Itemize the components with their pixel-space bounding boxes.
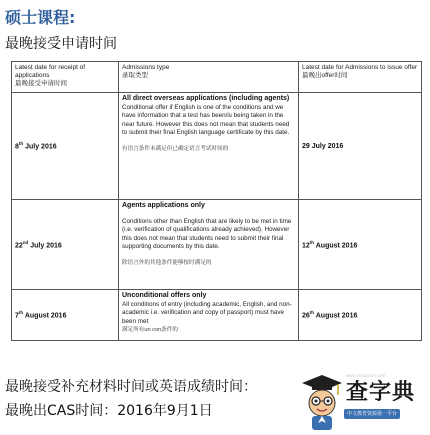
admission-type-body: Conditions other than English that are likely to be met in time (i.e. verification of qualifications already achieved). However this does not mean that students need to submit their final supporting documents by this date. (122, 217, 292, 250)
header-cell-type (119, 62, 299, 93)
mascot-graduate-icon (300, 373, 344, 431)
page-heading: 硕士课程: (5, 8, 76, 27)
header-zh: 录取类型 (122, 72, 148, 79)
header-en: Latest date for receipt of applications (15, 64, 86, 79)
offer-date-cell (299, 200, 422, 290)
date-day: 26 (302, 312, 310, 320)
header-en: Admissions type (122, 64, 170, 71)
admissions-table (11, 61, 422, 341)
receipt-date-cell (12, 290, 119, 341)
header-en: Latest date for Admissions to issue offer (302, 64, 418, 71)
offer-date-cell (299, 93, 422, 200)
header-cell-receipt (12, 62, 119, 93)
table-row (12, 200, 422, 290)
admission-type-title: All direct overseas applications (including agents) (122, 95, 290, 102)
admission-type-body: All conditions of entry (including academic, English, and non-academic i.e. verification and copy of passport) must have been met (122, 300, 292, 325)
admission-type-title: Agents applications only (122, 202, 205, 209)
page-subheading: 最晚接受申请时间 (5, 36, 117, 52)
date-suffix: th (309, 310, 315, 316)
footer-line-cas: 最晚出CAS时间：2016年9月1日 (5, 403, 213, 419)
admission-type-zh: 满足所有un con条件的 (122, 327, 178, 333)
date-day: 12 (302, 242, 310, 250)
date-suffix: th (18, 141, 24, 147)
date-day: 8 (15, 143, 19, 151)
admission-type-title: Unconditional offers only (122, 292, 207, 299)
date-rest: July 2016 (309, 142, 344, 150)
table-header-row (12, 62, 422, 93)
admission-type-body: Conditional offer if English is one of the conditions and we have information that a test has been/is being taken in the near future. However this does not mean that students need to submit their final English language certificate by this date. (122, 103, 290, 136)
header-cell-offer (299, 62, 422, 93)
site-logo (300, 373, 428, 431)
date-rest: July 2016 (28, 242, 62, 250)
offer-date-cell (299, 290, 422, 341)
receipt-date-cell (12, 93, 119, 200)
date-suffix: th (309, 239, 315, 245)
header-zh: 最晚接受申请时间 (15, 80, 67, 87)
admission-type-cell (119, 93, 299, 200)
receipt-date-cell (12, 200, 119, 290)
logo-tagline: 中文教育资源第一平台 (344, 409, 400, 419)
admission-type-zh: 有语言条件未满足但已确定语言考试时间的 (122, 145, 229, 152)
date-rest: August 2016 (23, 312, 67, 320)
date-suffix: nd (22, 239, 29, 245)
admission-type-cell (119, 290, 299, 341)
logo-url: www.chazidian.com (346, 373, 386, 378)
date-rest: August 2016 (314, 242, 358, 250)
date-rest: August 2016 (314, 312, 358, 320)
logo-name: 查字典 (346, 380, 416, 405)
date-day: 7 (15, 312, 19, 320)
admission-type-zh: 除语言外的其他条件能够按时满足的 (122, 259, 212, 266)
table-row (12, 93, 422, 200)
footer-line-supplementary: 最晚接受补充材料时间或英语成绩时间： (5, 379, 257, 395)
date-rest: July 2016 (23, 143, 57, 151)
admission-type-cell (119, 200, 299, 290)
date-day: 22 (15, 242, 23, 250)
table-row (12, 290, 422, 341)
date-day: 29 (302, 142, 310, 150)
header-zh: 最晚出offer时间 (302, 72, 348, 79)
date-suffix: th (18, 310, 24, 316)
